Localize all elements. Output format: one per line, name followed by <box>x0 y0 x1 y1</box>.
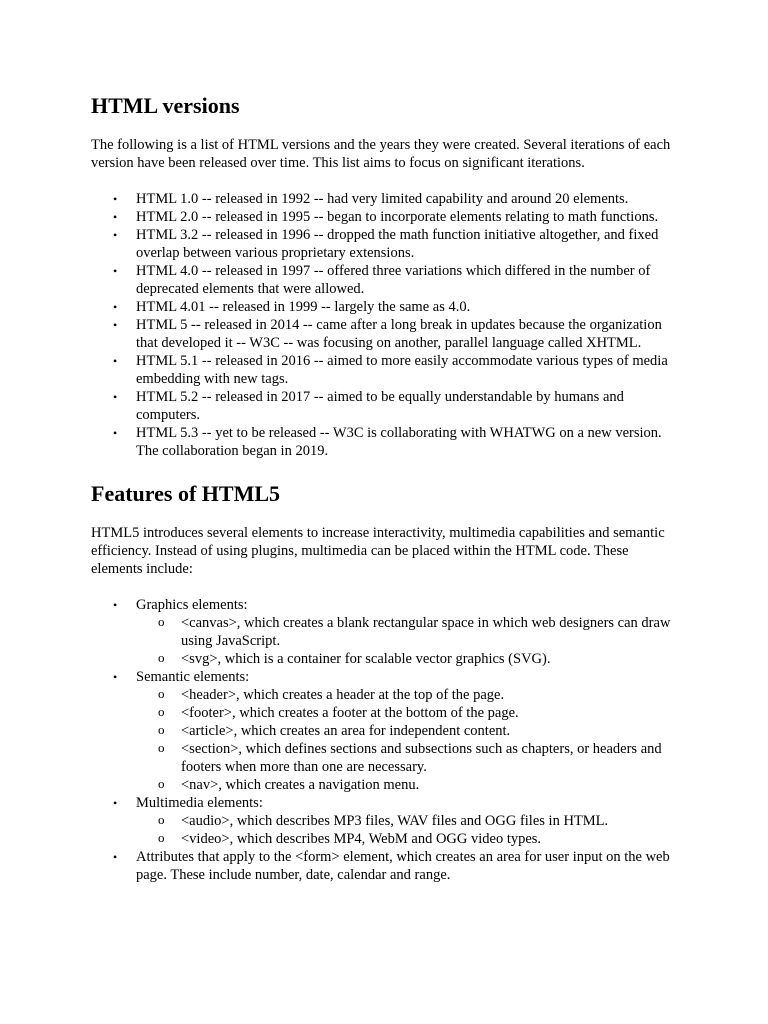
list-item: o <canvas>, which creates a blank rectangular space in which web designers can draw using JavaScript. <box>158 614 671 649</box>
graphics-label: Graphics elements: <box>136 597 248 613</box>
semantic-sublist <box>136 686 681 794</box>
list-item: o <article>, which creates an area for independent content. <box>158 722 511 739</box>
list-item: • HTML 3.2 -- released in 1996 -- dropped the math function initiative altogether, and fixed overlap between various proprietary extensions. <box>113 227 659 261</box>
circle-bullet-icon: o <box>158 830 165 845</box>
list-item: • HTML 4.0 -- released in 1997 -- offered three variations which differed in the number of deprecated elements that were allowed. <box>113 263 651 297</box>
bullet-icon: • <box>113 390 118 404</box>
attributes-text: Attributes that apply to the <form> element, which creates an area for user input on the web page. These include number, date, calendar and range. <box>136 849 670 883</box>
document-page <box>91 90 681 884</box>
list-item: o <svg>, which is a container for scalable vector graphics (SVG). <box>158 650 551 667</box>
bullet-icon: • <box>113 670 118 684</box>
list-item: o <video>, which describes MP4, WebM and OGG video types. <box>158 830 542 847</box>
bullet-icon: • <box>113 318 118 332</box>
features-list <box>91 596 681 884</box>
circle-bullet-icon: o <box>158 650 165 665</box>
bullet-icon: • <box>113 850 118 864</box>
bullet-icon: • <box>113 210 118 224</box>
circle-bullet-icon: o <box>158 686 165 701</box>
list-item: • HTML 5 -- released in 2014 -- came after a long break in updates because the organization that developed it -- W3C -- was focusing on another, parallel language called XHTML. <box>113 317 662 351</box>
heading-features-html5: Features of HTML5 <box>91 481 281 506</box>
circle-bullet-icon: o <box>158 740 165 755</box>
list-item: • HTML 2.0 -- released in 1995 -- began to incorporate elements relating to math functions. <box>113 209 659 225</box>
intro-html-versions: The following is a list of HTML versions and the years they were created. Several iterations of each version have been released over time. This list aims to focus on significant iterations. <box>91 137 671 171</box>
list-item: • HTML 1.0 -- released in 1992 -- had very limited capability and around 20 elements. <box>113 191 629 207</box>
bullet-icon: • <box>113 192 118 206</box>
list-item: o <audio>, which describes MP3 files, WAV files and OGG files in HTML. <box>158 812 609 829</box>
list-item: o <footer>, which creates a footer at the bottom of the page. <box>158 704 519 721</box>
bullet-icon: • <box>113 426 118 440</box>
list-item: • HTML 4.01 -- released in 1999 -- largely the same as 4.0. <box>113 299 471 315</box>
versions-list <box>91 190 681 460</box>
circle-bullet-icon: o <box>158 812 165 827</box>
bullet-icon: • <box>113 264 118 278</box>
multimedia-label: Multimedia elements: <box>136 795 263 811</box>
intro-features-html5: HTML5 introduces several elements to increase interactivity, multimedia capabilities and semantic efficiency. Instead of using plugins, multimedia can be placed within the HTML code. These elements include: <box>91 525 665 577</box>
bullet-icon: • <box>113 796 118 810</box>
list-item-attributes <box>91 848 681 884</box>
semantic-label: Semantic elements: <box>136 669 250 685</box>
circle-bullet-icon: o <box>158 722 165 737</box>
list-item-semantic <box>91 668 681 794</box>
list-item: • HTML 5.3 -- yet to be released -- W3C is collaborating with WHATWG on a new version. The collaboration began in 2019. <box>113 425 662 459</box>
list-item: o <section>, which defines sections and subsections such as chapters, or headers and footers when more than one are necessary. <box>158 740 662 775</box>
bullet-icon: • <box>113 598 118 612</box>
bullet-icon: • <box>113 228 118 242</box>
bullet-icon: • <box>113 354 118 368</box>
list-item-multimedia <box>91 794 681 848</box>
list-item: o <nav>, which creates a navigation menu. <box>158 776 420 793</box>
list-item: • HTML 5.2 -- released in 2017 -- aimed to be equally understandable by humans and computers. <box>113 389 624 423</box>
circle-bullet-icon: o <box>158 776 165 791</box>
circle-bullet-icon: o <box>158 614 165 629</box>
list-item: o <header>, which creates a header at the top of the page. <box>158 686 505 703</box>
list-item: • HTML 5.1 -- released in 2016 -- aimed to more easily accommodate various types of media embedding with new tags. <box>113 353 668 387</box>
multimedia-sublist <box>136 812 681 848</box>
heading-html-versions: HTML versions <box>91 93 240 118</box>
circle-bullet-icon: o <box>158 704 165 719</box>
list-item-graphics <box>91 596 681 668</box>
bullet-icon: • <box>113 300 118 314</box>
graphics-sublist <box>136 614 681 668</box>
